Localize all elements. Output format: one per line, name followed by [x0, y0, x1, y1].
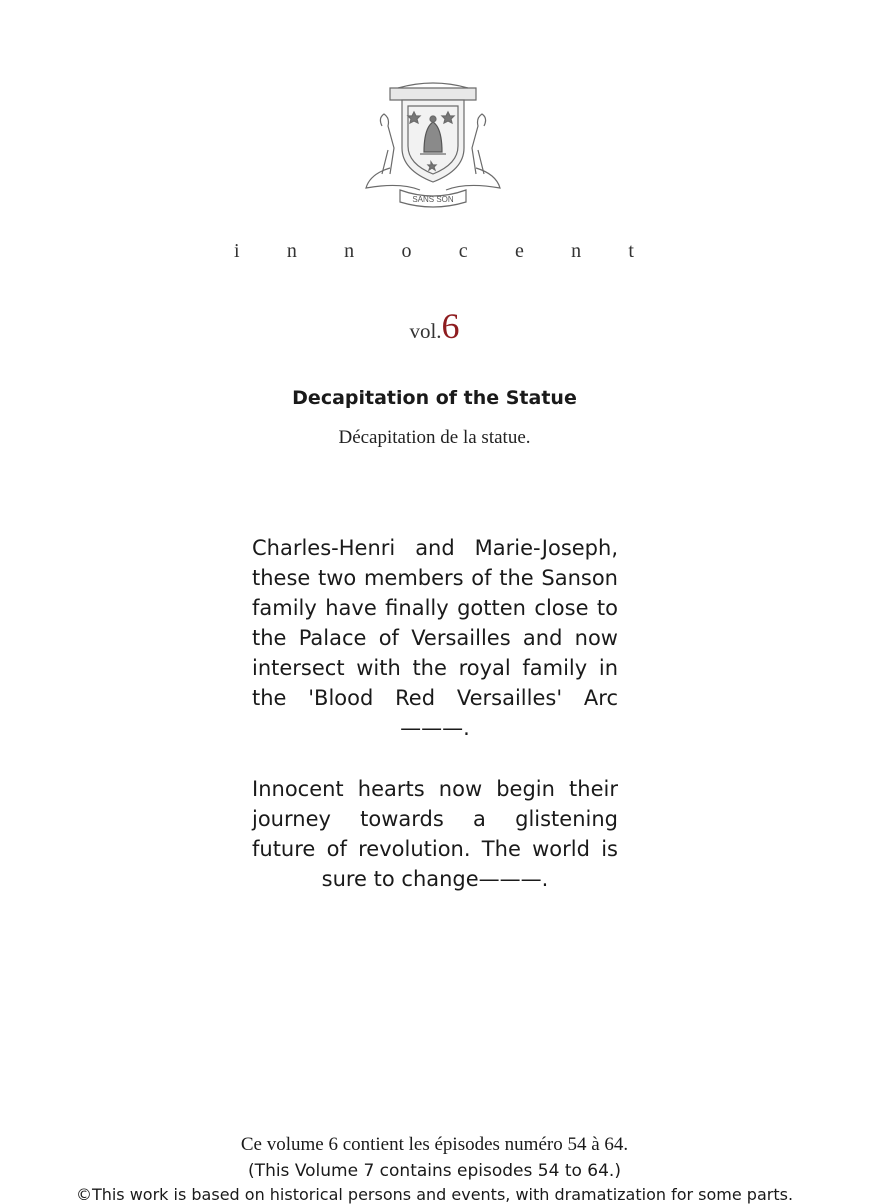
- historical-disclaimer: ©This work is based on historical persons and events, with dramatization for some parts.: [75, 1185, 794, 1204]
- wordmark-letter: o: [401, 240, 412, 262]
- volume-title-english: Decapitation of the Statue: [292, 387, 577, 409]
- wordmark-letter: n: [286, 240, 297, 262]
- wordmark-letter: n: [344, 240, 355, 262]
- volume-label: [0, 305, 869, 347]
- wordmark-letter: e: [514, 240, 524, 262]
- volume-prefix: vol.: [409, 319, 442, 343]
- crest-motto: SANS SON: [412, 195, 454, 204]
- synopsis-paragraph: Charles-Henri and Marie-Joseph, these two members of the Sanson family have finally gotten close to the Palace of Versailles and now intersect with the royal family in the 'Blood Red Versailles' Arc———.: [252, 536, 618, 740]
- episode-range-french: Ce volume 6 contient les épisodes numéro 54 à 64.: [240, 1134, 629, 1155]
- episode-range-english: (This Volume 7 contains episodes 54 to 64.): [248, 1161, 621, 1181]
- wordmark-letter: t: [628, 240, 634, 262]
- volume-number: 6: [441, 306, 460, 346]
- series-wordmark: [234, 240, 634, 263]
- wordmark-letter: c: [458, 240, 468, 262]
- volume-title-french: Décapitation de la statue.: [338, 427, 531, 448]
- synopsis-paragraph: Innocent hearts now begin their journey towards a glistening future of revolution. The world is sure to change———.: [252, 777, 618, 891]
- wordmark-letter: i: [234, 240, 240, 262]
- sanson-coat-of-arms: [360, 78, 506, 210]
- wordmark-letter: n: [571, 240, 582, 262]
